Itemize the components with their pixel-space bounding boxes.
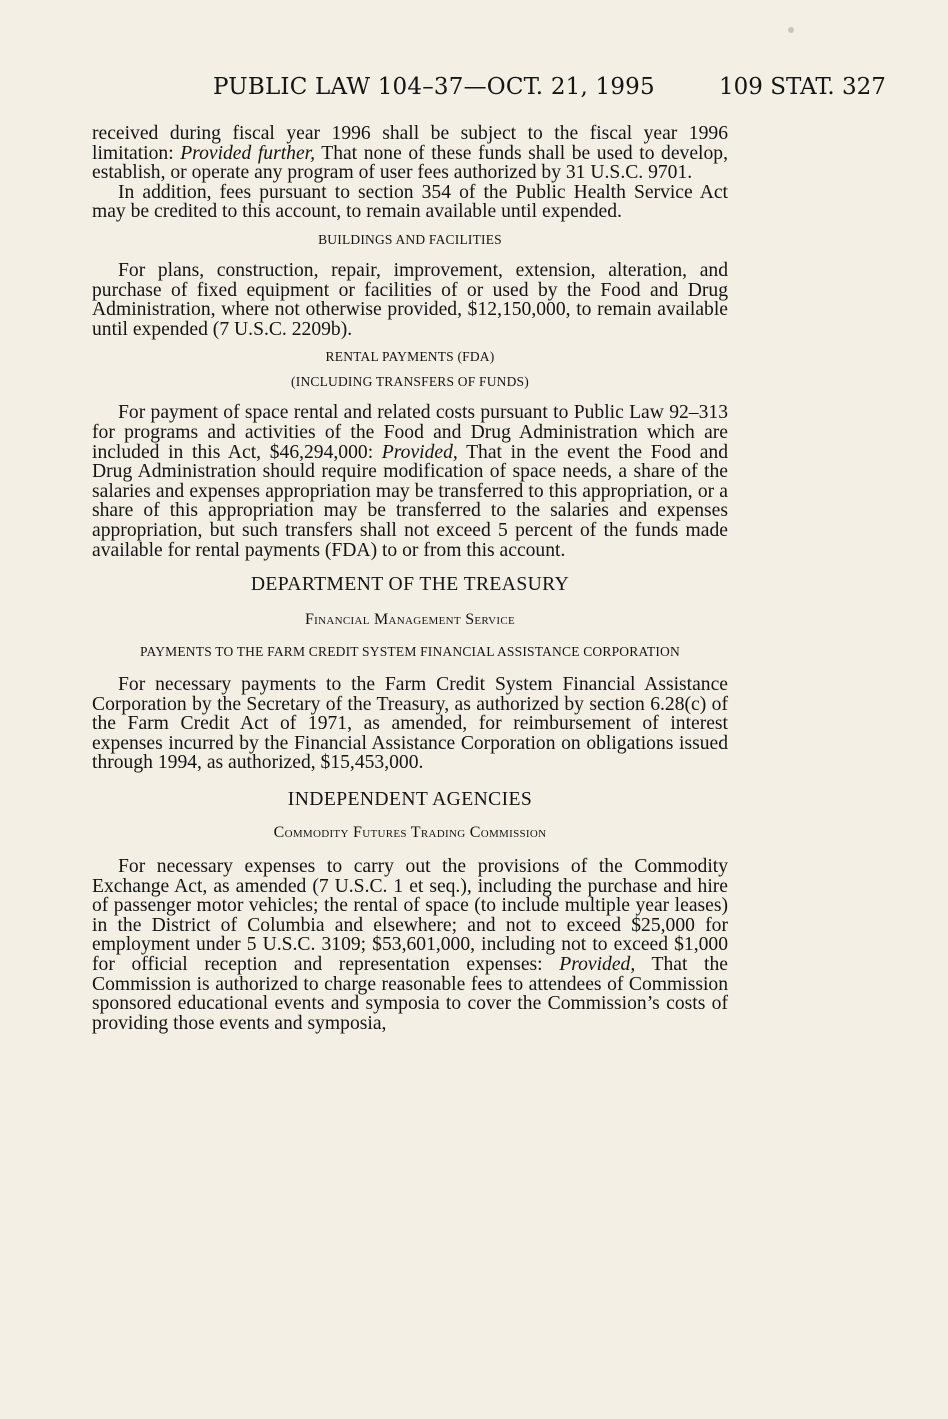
text-run: received during fiscal year 1996 shall be subject to the fiscal year 1996 limitation: xyxy=(92,123,728,164)
heading-buildings-facilities: BUILDINGS AND FACILITIES xyxy=(318,231,502,247)
paragraph-cftc xyxy=(92,857,728,1033)
text-run: That the Commission is authorized to charge reasonable fees to attendees of Commission sponsored educational events and symposia to cover the Commission’s costs of providing those events and symposia, xyxy=(92,954,728,1034)
heading-transfers-of-funds: (INCLUDING TRANSFERS OF FUNDS) xyxy=(291,374,529,390)
stat-page-number: 109 STAT. 327 xyxy=(719,74,886,100)
public-law-citation: PUBLIC LAW 104–37—OCT. 21, 1995 xyxy=(213,74,655,100)
running-header xyxy=(0,70,948,104)
heading-department-treasury: DEPARTMENT OF THE TREASURY xyxy=(250,574,570,596)
text-run: That none of these funds shall be used to develop, establish, or operate any program of user fees authorized by 31 U.S.C. 9701. xyxy=(92,142,728,184)
italic-proviso: Provided, xyxy=(381,441,458,463)
heading-rental-payments: RENTAL PAYMENTS (FDA) xyxy=(325,349,495,365)
heading-commodity-futures: Commodity Futures Trading Commission xyxy=(273,824,547,842)
italic-proviso: Provided, xyxy=(559,954,636,976)
paragraph-farm-credit: For necessary payments to the Farm Credit System Financial Assistance Corporation by the Secretary of the Treasury, as authorized by section 6.28(c) of the Farm Credit Act of 1971, as amended, for reimbursement of interest expenses incurred by the Financial Assistance Corporation on obligations issued through 1994, as authorized, $15,453,000. xyxy=(92,674,728,774)
italic-proviso: Provided further, xyxy=(180,142,316,164)
paragraph-fiscal-limitation xyxy=(92,124,728,183)
heading-financial-management-service: Financial Management Service xyxy=(304,611,516,629)
paragraph-rental xyxy=(92,403,728,560)
text-run: For necessary expenses to carry out the provisions of the Commodity Exchange Act, as amended (7 U.S.C. 1 et seq.), including the purchase and hire of passenger motor vehicles; the rental of space (to include multiple year leases) in the District of Columbia and elsewhere; and not to exceed $25,000 for employment under 5 U.S.C. 3109; $53,601,000, including not to exceed $1,000 for official reception and representation expenses: xyxy=(92,856,728,976)
scan-speck xyxy=(788,27,794,33)
text-run: For payment of space rental and related costs pursuant to Public Law 92–313 for programs and activities of the Food and Drug Administration which are included in this Act, $46,294,000: xyxy=(92,402,728,463)
heading-farm-credit-payments: PAYMENTS TO THE FARM CREDIT SYSTEM FINANCIAL ASSISTANCE CORPORATION xyxy=(140,644,680,660)
text-run: That in the event the Food and Drug Administration should require modification of space needs, a share of the salaries and expenses appropriation may be transferred to this appropriation, or a share of this appropriation may be transferred to the salaries and expenses appropriation, but such transfers shall not exceed 5 percent of the funds made available for rental payments (FDA) to or from this account. xyxy=(92,441,728,561)
heading-independent-agencies: INDEPENDENT AGENCIES xyxy=(287,789,533,811)
paragraph-fees-credited: In addition, fees pursuant to section 354 of the Public Health Service Act may be credited to this account, to remain available until expended. xyxy=(92,181,728,223)
body-text xyxy=(92,124,728,1033)
paragraph-buildings: For plans, construction, repair, improvement, extension, alteration, and purchase of fixed equipment or facilities of or used by the Food and Drug Administration, where not otherwise provided, $12,150,000, to remain available until expended (7 U.S.C. 2209b). xyxy=(92,259,728,340)
